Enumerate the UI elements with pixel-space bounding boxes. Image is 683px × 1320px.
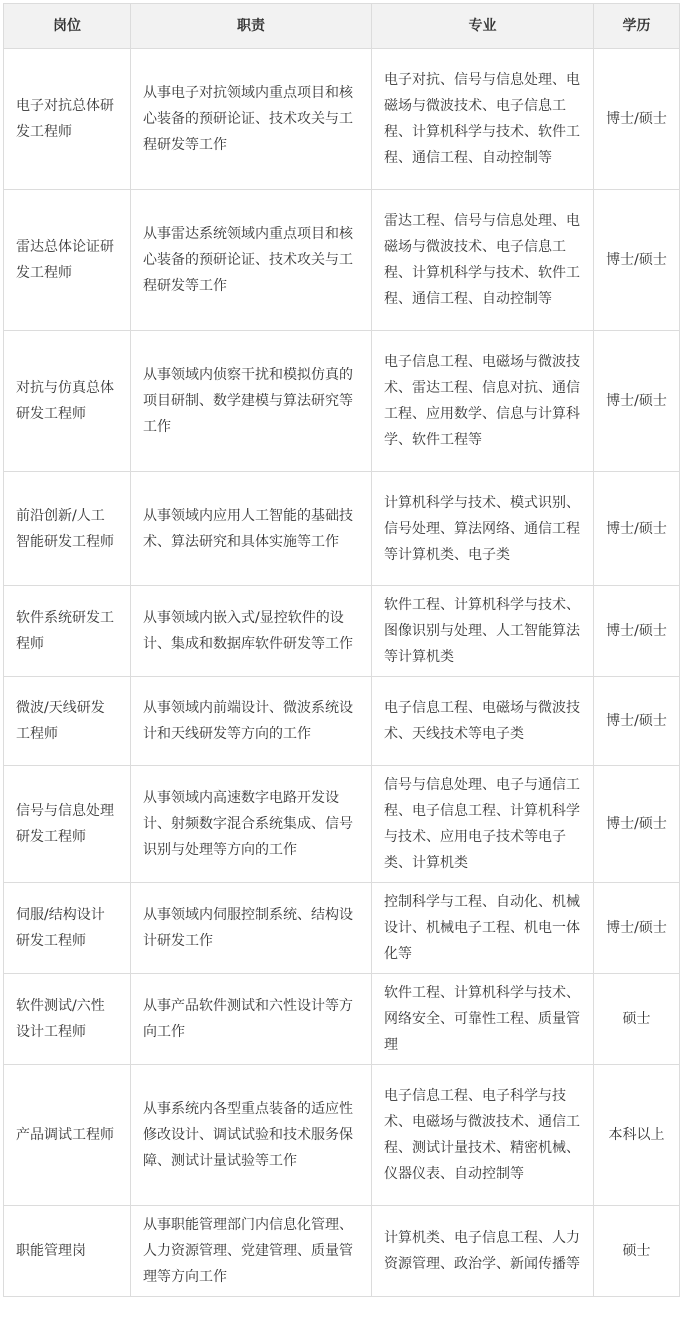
table-row xyxy=(4,1206,680,1297)
cell-education: 博士/硕士 xyxy=(594,883,680,974)
cell-position: 对抗与仿真总体研发工程师 xyxy=(4,331,131,472)
job-table xyxy=(3,3,680,1297)
cell-education: 博士/硕士 xyxy=(594,677,680,766)
cell-duty: 从事领域内高速数字电路开发设计、射频数字混合系统集成、信号识别与处理等方向的工作 xyxy=(131,766,372,883)
table-row xyxy=(4,883,680,974)
cell-major: 电子信息工程、电磁场与微波技术、天线技术等电子类 xyxy=(372,677,594,766)
cell-education: 本科以上 xyxy=(594,1065,680,1206)
table-row xyxy=(4,677,680,766)
cell-duty: 从事领域内侦察干扰和模拟仿真的项目研制、数学建模与算法研究等工作 xyxy=(131,331,372,472)
header-duty: 职责 xyxy=(131,4,372,49)
cell-duty: 从事产品软件测试和六性设计等方向工作 xyxy=(131,974,372,1065)
table-row xyxy=(4,49,680,190)
cell-major: 计算机类、电子信息工程、人力资源管理、政治学、新闻传播等 xyxy=(372,1206,594,1297)
cell-position: 伺服/结构设计研发工程师 xyxy=(4,883,131,974)
cell-position: 微波/天线研发工程师 xyxy=(4,677,131,766)
cell-major: 电子信息工程、电磁场与微波技术、雷达工程、信息对抗、通信工程、应用数学、信息与计算科学、软件工程等 xyxy=(372,331,594,472)
cell-position: 雷达总体论证研发工程师 xyxy=(4,190,131,331)
table-body xyxy=(4,49,680,1297)
cell-education: 博士/硕士 xyxy=(594,331,680,472)
cell-position: 信号与信息处理研发工程师 xyxy=(4,766,131,883)
cell-education: 博士/硕士 xyxy=(594,49,680,190)
cell-major: 软件工程、计算机科学与技术、图像识别与处理、人工智能算法等计算机类 xyxy=(372,586,594,677)
cell-education: 博士/硕士 xyxy=(594,472,680,586)
table-row xyxy=(4,766,680,883)
cell-duty: 从事雷达系统领域内重点项目和核心装备的预研论证、技术攻关与工程研发等工作 xyxy=(131,190,372,331)
cell-position: 软件系统研发工程师 xyxy=(4,586,131,677)
cell-education: 博士/硕士 xyxy=(594,190,680,331)
cell-position: 电子对抗总体研发工程师 xyxy=(4,49,131,190)
cell-duty: 从事领域内嵌入式/显控软件的设计、集成和数据库软件研发等工作 xyxy=(131,586,372,677)
cell-education: 硕士 xyxy=(594,974,680,1065)
cell-major: 控制科学与工程、自动化、机械设计、机械电子工程、机电一体化等 xyxy=(372,883,594,974)
cell-duty: 从事电子对抗领域内重点项目和核心装备的预研论证、技术攻关与工程研发等工作 xyxy=(131,49,372,190)
table-row xyxy=(4,1065,680,1206)
cell-duty: 从事领域内应用人工智能的基础技术、算法研究和具体实施等工作 xyxy=(131,472,372,586)
table-row xyxy=(4,472,680,586)
table-row xyxy=(4,974,680,1065)
cell-duty: 从事系统内各型重点装备的适应性修改设计、调试试验和技术服务保障、测试计量试验等工作 xyxy=(131,1065,372,1206)
cell-duty: 从事职能管理部门内信息化管理、人力资源管理、党建管理、质量管理等方向工作 xyxy=(131,1206,372,1297)
header-position: 岗位 xyxy=(4,4,131,49)
header-major: 专业 xyxy=(372,4,594,49)
cell-duty: 从事领域内前端设计、微波系统设计和天线研发等方向的工作 xyxy=(131,677,372,766)
cell-position: 产品调试工程师 xyxy=(4,1065,131,1206)
cell-major: 电子信息工程、电子科学与技术、电磁场与微波技术、通信工程、测试计量技术、精密机械、仪器仪表、自动控制等 xyxy=(372,1065,594,1206)
table-row xyxy=(4,190,680,331)
cell-major: 雷达工程、信号与信息处理、电磁场与微波技术、电子信息工程、计算机科学与技术、软件工程、通信工程、自动控制等 xyxy=(372,190,594,331)
header-education: 学历 xyxy=(594,4,680,49)
header-row xyxy=(4,4,680,49)
cell-major: 软件工程、计算机科学与技术、网络安全、可靠性工程、质量管理 xyxy=(372,974,594,1065)
cell-position: 软件测试/六性设计工程师 xyxy=(4,974,131,1065)
cell-major: 信号与信息处理、电子与通信工程、电子信息工程、计算机科学与技术、应用电子技术等电子类、计算机类 xyxy=(372,766,594,883)
table-row xyxy=(4,586,680,677)
cell-major: 计算机科学与技术、模式识别、信号处理、算法网络、通信工程等计算机类、电子类 xyxy=(372,472,594,586)
table-row xyxy=(4,331,680,472)
table-header xyxy=(4,4,680,49)
cell-major: 电子对抗、信号与信息处理、电磁场与微波技术、电子信息工程、计算机科学与技术、软件工程、通信工程、自动控制等 xyxy=(372,49,594,190)
cell-education: 博士/硕士 xyxy=(594,586,680,677)
cell-education: 博士/硕士 xyxy=(594,766,680,883)
cell-education: 硕士 xyxy=(594,1206,680,1297)
cell-position: 前沿创新/人工智能研发工程师 xyxy=(4,472,131,586)
cell-position: 职能管理岗 xyxy=(4,1206,131,1297)
cell-duty: 从事领域内伺服控制系统、结构设计研发工作 xyxy=(131,883,372,974)
